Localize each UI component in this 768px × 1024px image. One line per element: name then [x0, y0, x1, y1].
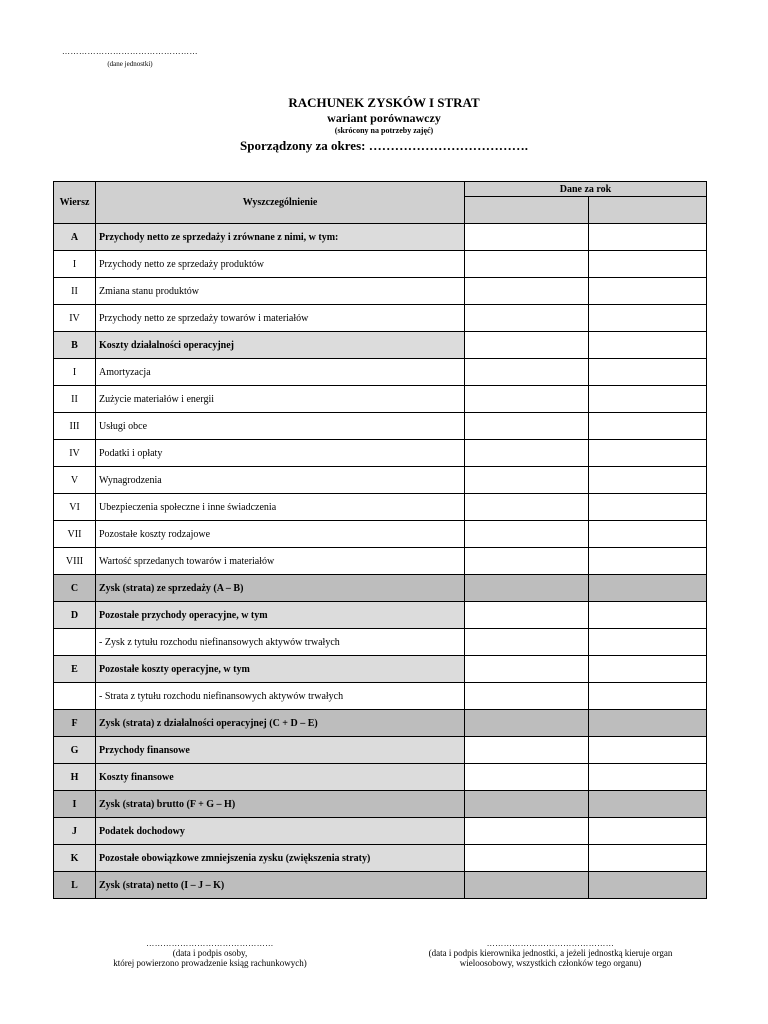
- value-cell-year-2[interactable]: [589, 305, 707, 332]
- value-cell-year-1[interactable]: [465, 710, 589, 737]
- row-label: Pozostałe obowiązkowe zmniejszenia zysku (zwiększenia straty): [96, 845, 465, 872]
- value-cell-year-2[interactable]: [589, 791, 707, 818]
- table-row: [54, 764, 707, 791]
- table-row: [54, 818, 707, 845]
- value-cell-year-2[interactable]: [589, 224, 707, 251]
- row-code: K: [54, 845, 96, 872]
- value-cell-year-2[interactable]: [589, 521, 707, 548]
- row-label: Koszty finansowe: [96, 764, 465, 791]
- table-row: [54, 872, 707, 899]
- row-label: Przychody netto ze sprzedaży produktów: [96, 251, 465, 278]
- table-row: [54, 845, 707, 872]
- entity-block: [55, 48, 205, 68]
- entity-dotted-line: …………………………………………: [62, 47, 198, 56]
- row-code: A: [54, 224, 96, 251]
- row-code: IV: [54, 305, 96, 332]
- row-code: H: [54, 764, 96, 791]
- row-code: III: [54, 413, 96, 440]
- table-row: [54, 602, 707, 629]
- value-cell-year-2[interactable]: [589, 683, 707, 710]
- row-code: I: [54, 791, 96, 818]
- value-cell-year-2[interactable]: [589, 440, 707, 467]
- value-cell-year-2[interactable]: [589, 467, 707, 494]
- table-row: [54, 386, 707, 413]
- row-label: Przychody finansowe: [96, 737, 465, 764]
- row-code: I: [54, 359, 96, 386]
- document-note: (skrócony na potrzeby zajęć): [334, 126, 434, 135]
- document-title: RACHUNEK ZYSKÓW I STRAT: [288, 95, 480, 110]
- value-cell-year-2[interactable]: [589, 359, 707, 386]
- table-row: [54, 251, 707, 278]
- value-cell-year-2[interactable]: [589, 575, 707, 602]
- value-cell-year-2[interactable]: [589, 629, 707, 656]
- income-statement-table: [53, 181, 707, 899]
- column-header-year: Dane za rok: [465, 182, 707, 197]
- value-cell-year-1[interactable]: [465, 278, 589, 305]
- value-cell-year-1[interactable]: [465, 656, 589, 683]
- row-code: G: [54, 737, 96, 764]
- row-label: Zysk (strata) ze sprzedaży (A – B): [96, 575, 465, 602]
- value-cell-year-2[interactable]: [589, 656, 707, 683]
- document-variant: wariant porównawczy: [327, 111, 441, 125]
- row-code: VI: [54, 494, 96, 521]
- row-label: Pozostałe koszty rodzajowe: [96, 521, 465, 548]
- value-cell-year-2[interactable]: [589, 872, 707, 899]
- value-cell-year-2[interactable]: [589, 737, 707, 764]
- row-code: VIII: [54, 548, 96, 575]
- value-cell-year-1[interactable]: [465, 440, 589, 467]
- table-row: [54, 467, 707, 494]
- row-label: Zysk (strata) z działalności operacyjnej (C + D – E): [96, 710, 465, 737]
- row-label: Pozostałe koszty operacyjne, w tym: [96, 656, 465, 683]
- row-label: Wynagrodzenia: [96, 467, 465, 494]
- value-cell-year-1[interactable]: [465, 467, 589, 494]
- value-cell-year-1[interactable]: [465, 629, 589, 656]
- value-cell-year-2[interactable]: [589, 332, 707, 359]
- signature-accountant-caption-2: której powierzono prowadzenie ksiąg rachunkowych): [113, 958, 307, 968]
- value-cell-year-1[interactable]: [465, 251, 589, 278]
- row-code: C: [54, 575, 96, 602]
- value-cell-year-2[interactable]: [589, 494, 707, 521]
- year-column-1: [465, 197, 589, 224]
- column-header-description: Wyszczególnienie: [96, 182, 465, 224]
- value-cell-year-2[interactable]: [589, 764, 707, 791]
- signature-manager-line: ………………………………………: [486, 939, 615, 948]
- row-code: [54, 683, 96, 710]
- table-row: [54, 359, 707, 386]
- row-label: Zysk (strata) netto (I – J – K): [96, 872, 465, 899]
- row-code: J: [54, 818, 96, 845]
- year-column-2: [589, 197, 707, 224]
- table-row: [54, 737, 707, 764]
- signature-accountant: [95, 940, 325, 968]
- entity-caption: (dane jednostki): [107, 60, 153, 68]
- table-row: [54, 413, 707, 440]
- value-cell-year-2[interactable]: [589, 251, 707, 278]
- table-row: [54, 224, 707, 251]
- table-row: [54, 683, 707, 710]
- table-row: [54, 629, 707, 656]
- row-label: - Strata z tytułu rozchodu niefinansowych aktywów trwałych: [96, 683, 465, 710]
- row-label: Przychody netto ze sprzedaży towarów i materiałów: [96, 305, 465, 332]
- row-label: - Zysk z tytułu rozchodu niefinansowych aktywów trwałych: [96, 629, 465, 656]
- value-cell-year-1[interactable]: [465, 521, 589, 548]
- value-cell-year-1[interactable]: [465, 845, 589, 872]
- row-code: D: [54, 602, 96, 629]
- value-cell-year-1[interactable]: [465, 494, 589, 521]
- row-code: F: [54, 710, 96, 737]
- row-label: Podatek dochodowy: [96, 818, 465, 845]
- row-code: II: [54, 278, 96, 305]
- table-body: [54, 224, 707, 899]
- signature-manager: [408, 940, 693, 968]
- row-label: Usługi obce: [96, 413, 465, 440]
- table-row: [54, 494, 707, 521]
- value-cell-year-1[interactable]: [465, 548, 589, 575]
- value-cell-year-1[interactable]: [465, 872, 589, 899]
- table-row: [54, 305, 707, 332]
- value-cell-year-2[interactable]: [589, 548, 707, 575]
- row-label: Wartość sprzedanych towarów i materiałów: [96, 548, 465, 575]
- row-code: E: [54, 656, 96, 683]
- row-label: Zmiana stanu produktów: [96, 278, 465, 305]
- row-code: I: [54, 251, 96, 278]
- column-header-row: Wiersz: [54, 182, 96, 224]
- table-row: [54, 440, 707, 467]
- signature-manager-caption-1: (data i podpis kierownika jednostki, a jeżeli jednostką kieruje organ: [428, 948, 673, 958]
- row-label: Ubezpieczenia społeczne i inne świadczenia: [96, 494, 465, 521]
- table-row: [54, 656, 707, 683]
- row-code: [54, 629, 96, 656]
- signature-accountant-line: ………………………………………: [146, 939, 274, 948]
- document-period: Sporządzony za okres: ……………………………….: [240, 138, 528, 153]
- value-cell-year-2[interactable]: [589, 818, 707, 845]
- value-cell-year-2[interactable]: [589, 413, 707, 440]
- table-row: [54, 548, 707, 575]
- table-row: [54, 710, 707, 737]
- row-label: Zysk (strata) brutto (F + G – H): [96, 791, 465, 818]
- value-cell-year-1[interactable]: [465, 737, 589, 764]
- value-cell-year-1[interactable]: [465, 575, 589, 602]
- value-cell-year-2[interactable]: [589, 710, 707, 737]
- value-cell-year-2[interactable]: [589, 602, 707, 629]
- table-row: [54, 791, 707, 818]
- row-label: Przychody netto ze sprzedaży i zrównane z nimi, w tym:: [96, 224, 465, 251]
- row-code: L: [54, 872, 96, 899]
- row-code: B: [54, 332, 96, 359]
- value-cell-year-1[interactable]: [465, 818, 589, 845]
- value-cell-year-2[interactable]: [589, 386, 707, 413]
- value-cell-year-1[interactable]: [465, 791, 589, 818]
- row-label: Amortyzacja: [96, 359, 465, 386]
- document-header: [0, 95, 768, 156]
- value-cell-year-1[interactable]: [465, 386, 589, 413]
- row-label: Koszty działalności operacyjnej: [96, 332, 465, 359]
- value-cell-year-1[interactable]: [465, 332, 589, 359]
- signature-accountant-caption-1: (data i podpis osoby,: [172, 948, 248, 958]
- value-cell-year-2[interactable]: [589, 845, 707, 872]
- signature-manager-caption-2: wieloosobowy, wszystkich członków tego organu): [459, 958, 642, 968]
- value-cell-year-1[interactable]: [465, 764, 589, 791]
- value-cell-year-1[interactable]: [465, 305, 589, 332]
- value-cell-year-1[interactable]: [465, 413, 589, 440]
- row-code: II: [54, 386, 96, 413]
- table-row: [54, 278, 707, 305]
- table-row: [54, 332, 707, 359]
- value-cell-year-1[interactable]: [465, 224, 589, 251]
- value-cell-year-1[interactable]: [465, 359, 589, 386]
- value-cell-year-2[interactable]: [589, 278, 707, 305]
- row-code: VII: [54, 521, 96, 548]
- row-label: Pozostałe przychody operacyjne, w tym: [96, 602, 465, 629]
- row-label: Zużycie materiałów i energii: [96, 386, 465, 413]
- table-row: [54, 575, 707, 602]
- table-row: [54, 521, 707, 548]
- row-label: Podatki i opłaty: [96, 440, 465, 467]
- row-code: IV: [54, 440, 96, 467]
- value-cell-year-1[interactable]: [465, 683, 589, 710]
- row-code: V: [54, 467, 96, 494]
- value-cell-year-1[interactable]: [465, 602, 589, 629]
